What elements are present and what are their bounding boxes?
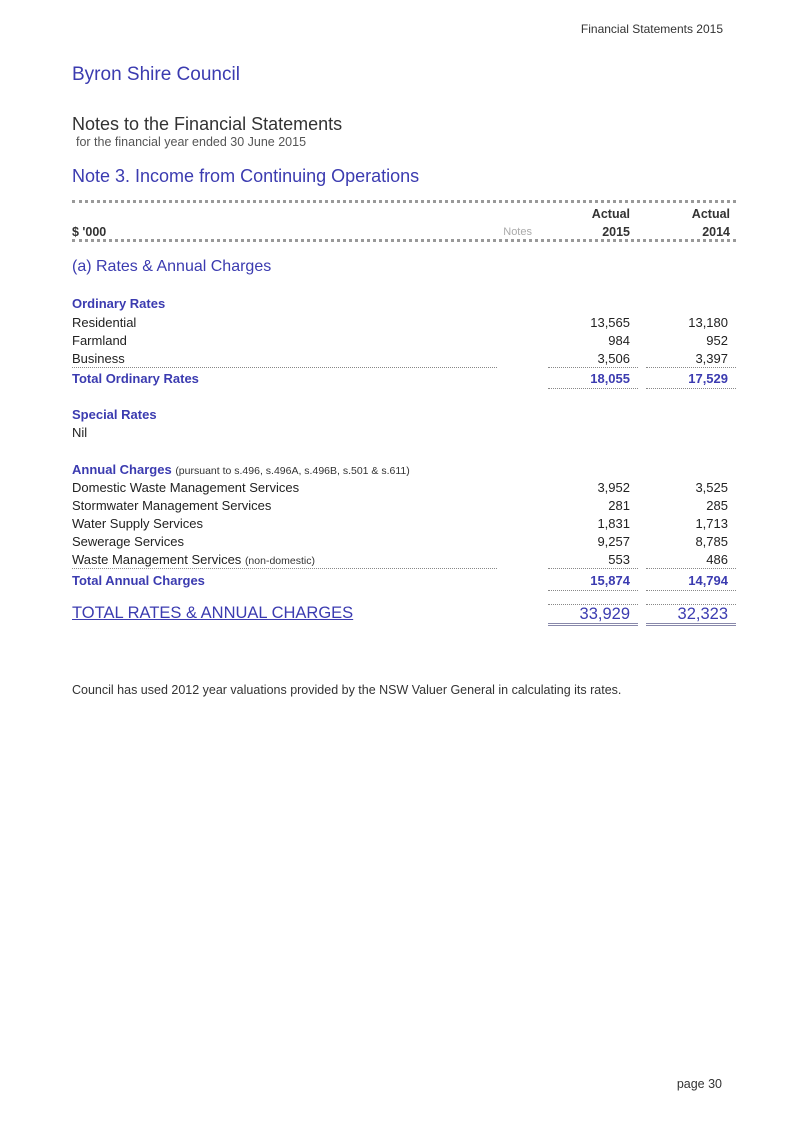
table-row: Business 3,506 3,397	[72, 351, 728, 366]
document-title: Financial Statements 2015	[580, 22, 723, 36]
header-bottom-rule	[72, 239, 736, 242]
notes-title: Notes to the Financial Statements	[72, 114, 343, 134]
ordinary-rates-label: Ordinary Rates	[72, 296, 166, 311]
table-row: Nil	[72, 425, 88, 440]
row-divider	[646, 367, 736, 368]
header-top-rule	[72, 200, 736, 203]
row-divider	[548, 367, 638, 368]
grand-total-2014: 32,323	[677, 605, 728, 623]
table-row: Water Supply Services 1,831 1,713	[72, 516, 728, 531]
special-rates-heading: Special Rates	[72, 407, 157, 422]
col-2015-year: 2015	[602, 225, 630, 239]
col-2014-actual: Actual	[691, 207, 730, 221]
grand-total-2015: 33,929	[579, 605, 630, 623]
council-name: Byron Shire Council	[72, 64, 240, 85]
notes-subtitle: for the financial year ended 30 June 2015	[76, 135, 307, 149]
ordinary-rates-heading	[72, 296, 736, 314]
table-row: Stormwater Management Services 281 285	[72, 498, 728, 513]
total-row: Total Ordinary Rates 18,055 17,529	[72, 371, 728, 386]
table-row: Residential 13,565 13,180	[72, 315, 728, 330]
note-title: Note 3. Income from Continuing Operations	[72, 166, 420, 186]
row-divider	[548, 568, 638, 569]
col-2015-actual: Actual	[591, 207, 630, 221]
total-underline	[548, 388, 638, 389]
total-row: Total Annual Charges 15,874 14,794	[72, 573, 728, 588]
row-divider	[72, 568, 497, 569]
valuation-note: Council has used 2012 year valuations provided by the NSW Valuer General in calculating its rates.	[72, 683, 622, 697]
legislation-note: (pursuant to s.496, s.496A, s.496B, s.501 & s.611)	[175, 465, 410, 477]
total-underline	[646, 590, 736, 591]
page-number: page 30	[676, 1077, 722, 1091]
table-row: Domestic Waste Management Services 3,952 3,525	[72, 480, 728, 495]
total-underline	[548, 590, 638, 591]
section-heading: (a) Rates & Annual Charges	[72, 258, 272, 275]
grand-total-label: TOTAL RATES & ANNUAL CHARGES	[72, 604, 354, 622]
grand-total-double-underline	[548, 623, 638, 626]
grand-total-double-underline	[646, 623, 736, 626]
unit-label: $ '000	[72, 225, 107, 239]
table-row: Farmland 984 952	[72, 333, 728, 348]
annual-charges-heading: Annual Charges (pursuant to s.496, s.496A, s.496B, s.501 & s.611)	[72, 462, 410, 477]
total-underline	[646, 388, 736, 389]
table-row: Waste Management Services (non-domestic) 553 486	[72, 552, 728, 567]
row-divider	[72, 367, 497, 368]
table-row: Sewerage Services 9,257 8,785	[72, 534, 728, 549]
col-2014-year: 2014	[702, 225, 730, 239]
notes-column-header: Notes	[503, 226, 532, 238]
row-divider	[646, 568, 736, 569]
